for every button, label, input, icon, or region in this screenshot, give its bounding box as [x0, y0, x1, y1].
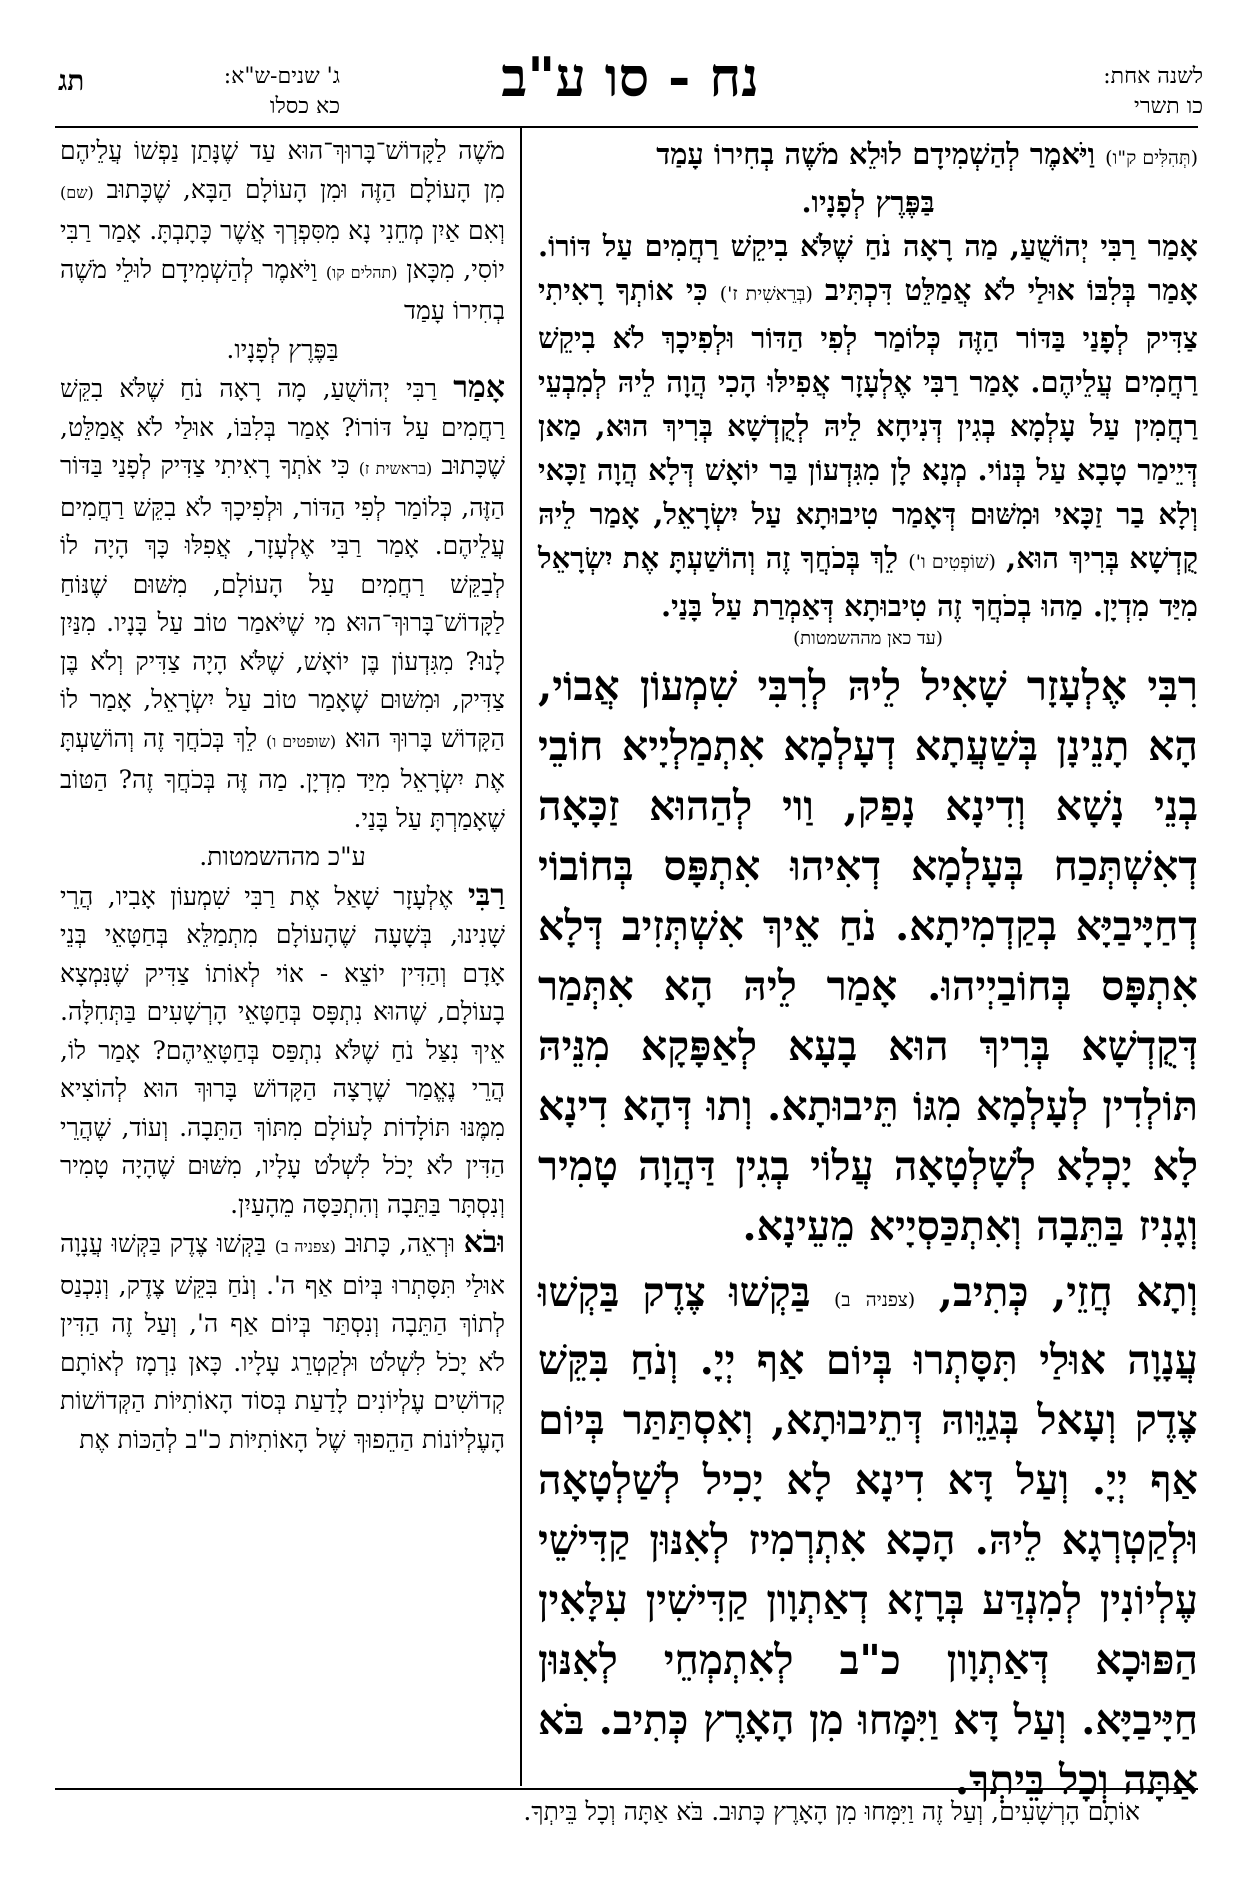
intro-endnote: (עד כאן מההשמטות): [793, 628, 943, 649]
translation-text-1a: מֹשֶׁה לַקָּדוֹשׁ־בָּרוּךְ־הוּא עַד שֶׁנָּתַן נַפְשׁוֹ עֲלֵיהֶם מִן הָעוֹלָם הַזֶּה וּמִן הָעוֹלָם הַבָּא, שֶׁכָּתוּב: [60, 136, 506, 204]
intro-citation-2: (בְּרֵאשִׁית ז'): [719, 283, 813, 305]
schedule-three-years-date: כא כסלו: [269, 94, 340, 119]
intro-paragraph-1: [538, 132, 1198, 180]
intro-text-c: לֵךְ בְּכֹחֲךָ זֶה וְהוֹשַׁעְתָּ אֶת יִשְׂרָאֵל מִיַּד מִדְיָן. מַהוּ בְכֹחֲךָ זֶה טִיבוּתָא דְּאַמְרַת עַל בָּנַי.: [538, 541, 1198, 623]
schedule-one-year-label: לשנה אחת:: [1103, 64, 1203, 89]
translation-column: [60, 132, 505, 1459]
translation-text-1c: וַיֹּאמֶר לְהַשְׁמִידָם לוּלֵי מֹשֶׁה בְחִירוֹ עָמַד: [60, 254, 505, 325]
bottom-line: אוֹתָם הָרְשָׁעִים, וְעַל זֶה וַיִּמָּחוּ מִן הָאָרֶץ כָּתוּב. בֹּא אַתָּה וְכָל בֵּיתְךָ.: [523, 1797, 1140, 1826]
translation-text-4b: בַּקְּשׁוּ צֶדֶק בַּקְּשׁוּ עֲנָוָה אוּלַי תִּסָּתְרוּ בְּיוֹם אַף ה'. וְנֹחַ בִּקֵּשׁ צֶדֶק, וְנִכְנַס לְתוֹךְ הַתֵּבָה וְנִסְתַּר בְּיוֹם אַף ה', וְעַל זֶה הַדִּין לֹא יָכֹל לִשְׁלֹט וּלְקַטְרֵג עָלָיו. כָּאן נִרְמָז לְאוֹתָם קְדוֹשִׁים עֶלְיוֹנִים לָדַעַת בְּסוֹד הָאוֹתִיּוֹת הַקְּדוֹשׁוֹת הָעֶלְיוֹנוֹת הַהֵפוּךְ שֶׁל הָאוֹתִיּוֹת כ"ב לְהַכּוֹת אֶת: [60, 1229, 505, 1454]
column-divider: [520, 128, 522, 1786]
translation-text-2b: כִּי אֹתְךָ רָאִיתִי צַדִּיק לְפָנַי בַּדּוֹר הַזֶּה, כְּלוֹמַר לְפִי הַדּוֹר, וּלְפִיכָךְ לֹא בִקֵּשׁ רַחֲמִים עֲלֵיהֶם. אָמַר רַבִּי אֶלְעָזָר, אֲפִלּוּ כָּךְ הָיָה לוֹ לְבַקֵּשׁ רַחֲמִים עַל הָעוֹלָם, מִשּׁוּם שֶׁנּוֹחַ לַקָּדוֹשׁ־בָּרוּךְ־הוּא מִי שֶׁיֹּאמַר טוֹב עַל בָּנָיו. מִנַּיִן לָנוּ? מִגִּדְעוֹן בֶּן יוֹאָשׁ, שֶׁלֹּא הָיָה צַדִּיק וְלֹא בֶּן צַדִּיק, וּמִשּׁוּם שֶׁאָמַר טוֹב עַל יִשְׂרָאֵל, אָמַר לוֹ הַקָּדוֹשׁ בָּרוּךְ הוּא: [60, 451, 506, 753]
translation-text-1b: וְאִם אַיִן מְחֵנִי נָא מִסִּפְרְךָ אֲשֶׁר כָּתָבְתָּ. אָמַר רַבִּי יוֹסִי, מִכָּאן: [60, 216, 505, 284]
translation-lead-word-4: וּבֹא: [463, 1225, 505, 1260]
translation-text-2c: לֵךְ בְּכֹחֲךָ זֶה וְהוֹשַׁעְתָּ אֶת יִשְׂרָאֵל מִיַּד מִדְיָן. מַה זֶּה בְּכֹחֲךָ זֶה? הַטּוֹב שֶׁאָמַרְתָּ עַל בָּנַי.: [60, 723, 505, 833]
translation-paragraph-1: [60, 132, 505, 331]
zohar-paragraph-1: רִבִּי אֶלְעָזָר שָׁאִיל לֵיהּ לְרִבִּי שִׁמְעוֹן אֲבוֹי, הָא תָנֵינָן בְּשַׁעֲתָא דְעָלְמָא אִתְמַלְיָיא חוֹבֵי בְנֵי נָשָׁא וְדִינָא נָפַק, וַוי לְהַהוּא זַכָּאָה דְאִשְׁתְּכַח בְּעָלְמָא דְאִיהוּ אִתְפָּס בְּחוֹבוֹי דְחַיָּיבַיָּא בְקַדְמִיתָא. נֹחַ אֵיךְ אִשְׁתְּזִיב דְּלָא אִתְפָּס בְּחוֹבַיְיהוּ. אָמַר לֵיהּ הָא אִתְּמַר דְּקֻדְשָׁא בְּרִיךְ הוּא בָעָא לְאַפָּקָא מִנֵּיהּ תּוֹלְדִין לְעָלְמָא מִגּוֹ תֵּיבוּתָא. וְתוּ דְּהָא דִינָא לָא יָכְלָא לְשָׁלְטָאָה עֲלוֹי בְגִין דַּהֲוָה טָמִיר וְגָנִיז בַּתֵּבָה וְאִתְכַּסְיָיא מֵעֵינָא.: [538, 662, 1198, 1250]
intro-verse-end: בַּפֶּרֶץ לְפָנָיו.: [801, 185, 935, 219]
translation-lead-word-3: רַבִּי: [467, 877, 505, 913]
page-header: [0, 0, 1253, 130]
translation-text-3: אֶלְעָזָר שָׁאַל אֶת רַבִּי שִׁמְעוֹן אָבִיו, הֲרֵי שָׁנִינוּ, בְּשָׁעָה שֶׁהָעוֹלָם מִתְמַלֵּא בְּחַטָּאֵי בְּנֵי אָדָם וְהַדִּין יוֹצֵא - אוֹי לְאוֹתוֹ צַדִּיק שֶׁנִּמְצָא בָעוֹלָם, שֶׁהוּא נִתְפָּס בְּחַטָּאֵי הָרְשָׁעִים בַּתְּחִלָּה. אֵיךְ נִצַּל נֹחַ שֶׁלֹּא נִתְפַּס בְּחַטָּאֵיהֶם? אָמַר לוֹ, הֲרֵי נֶאֱמַר שֶׁרָצָה הַקָּדוֹשׁ בָּרוּךְ הוּא לְהוֹצִיא מִמֶּנּוּ תּוֹלָדוֹת לָעוֹלָם מִתּוֹךְ הַתֵּבָה. וְעוֹד, שֶׁהֲרֵי הַדִּין לֹא יָכֹל לִשְׁלֹט עָלָיו, מִשּׁוּם שֶׁהָיָה טָמִיר וְנִסְתָּר בַּתֵּבָה וְהִתְכַּסָּה מֵהָעַיִן.: [60, 881, 505, 1219]
translation-citation-3: (בראשית ז): [358, 459, 433, 478]
intro-verse: וַיֹּאמֶר לְהַשְׁמִידָם לוּלֵא מֹשֶׁה בְחִירוֹ עָמַד: [656, 137, 1095, 171]
schedule-one-year: [1003, 62, 1203, 122]
translation-citation-2: (תהלים קו): [325, 262, 398, 282]
translation-endnote: ע"כ מההשמטות.: [199, 842, 366, 871]
translation-text-2a: רַבִּי יְהוֹשֻׁעַ, מָה רָאָה נֹחַ שֶׁלֹּא בִקֵּשׁ רַחֲמִים עַל דּוֹרוֹ? אָמַר בְּלִבּוֹ, אוּלַי לֹא אֲמַלֵּט, שֶׁכָּתוּב: [60, 374, 506, 480]
translation-paragraph-4: [60, 1224, 505, 1459]
header-divider: [55, 126, 1198, 128]
original-text-column: [538, 132, 1198, 1810]
translation-text-4a: וּרְאֵה, כָּתוּב: [344, 1229, 456, 1258]
schedule-three-years-label: ג' שנים-ש"א:: [223, 64, 340, 89]
zohar-text-a: וְתָא חֲזֵי, כְּתִיב,: [938, 1268, 1198, 1316]
translation-citation-5: (צפניה ב): [274, 1237, 337, 1256]
page-number: תג: [58, 64, 85, 97]
translation-lead-word-2: אָמַר: [453, 370, 505, 405]
intro-text-a: אָמַר רַבִּי יְהוֹשֻׁעַ, מַה רָאָה נֹחַ שֶׁלֹּא בִיקֵשׁ רַחֲמִים עַל דּוֹרוֹ. אָמַר בְּלִבּוֹ אוּלַי לֹא אֲמַלֵּט דִּכְתִּיב: [538, 229, 1198, 307]
schedule-three-years: [140, 62, 340, 122]
intro-citation-1: (תְּהִלִּים ק"ו): [1105, 147, 1198, 169]
intro-citation-3: (שׁוֹפְטִים ו'): [908, 551, 996, 573]
translation-verse-end: בַּפֶּרֶץ לְפָנָיו.: [226, 334, 339, 364]
translation-citation-1: (שם): [60, 182, 94, 202]
page-title: נח - סו ע"ב: [501, 45, 759, 109]
zohar-paragraph-2: [538, 1262, 1198, 1810]
intro-text-b: כִּי אוֹתְךָ רָאִיתִי צַדִּיק לְפָנַי בַּדּוֹר הַזֶּה כְּלוֹמַר לְפִי הַדּוֹר וּלְפִיכָךְ לֹא בִיקֵשׁ רַחֲמִים עֲלֵיהֶם. אָמַר רַבִּי אֶלְעָזָר אֲפִילּוּ הָכִי הֲוָה לֵיהּ לְמִבְעֵי רַחֲמִין עַל עָלְמָא בְגִין דְּנִיחָא לֵיהּ לְקֻדְשָׁא בְּרִיךְ הוּא, מַאן דְּיֵימַר טָבָא עַל בְּנוֹי. מְנָא לָן מִגִּדְעוֹן בַּר יוֹאָשׁ דְּלָא הֲוָה זַכָּאי וְלָא בַר זַכָּאי וּמִשּׁוּם דְּאָמַר טִיבוּתָא עַל יִשְׂרָאֵל, אָמַר לֵיהּ קֻדְשָׁא בְּרִיךְ הוּא,: [538, 273, 1198, 575]
translation-paragraph-2: [60, 369, 505, 838]
zohar-citation: (צפניה ב): [833, 1289, 916, 1311]
translation-paragraph-3: [60, 877, 505, 1225]
translation-citation-4: (שופטים ו): [265, 731, 337, 751]
zohar-text-b: בַּקְשׁוּ צֶדֶק בַּקְשׁוּ עֲנָוָה אוּלַי תִּסָּתְרוּ בְּיוֹם אַף יְיָ. וְנֹחַ בִּקֵּשׁ צֶדֶק וְעָאל בְּגַוֵּוהּ דְּתֵיבוּתָא, וְאִסְתַּתַּר בְּיוֹם אַף יְיָ. וְעַל דָּא דִינָא לָא יָכִיל לְשַׁלְטָאָה וּלְקַטְרְגָא לֵיהּ. הָכָא אִתְרְמִיז לְאִנּוּן קַדִּישֵׁי עֶלְיוֹנִין לְמִנְדַּע בְּרָזָא דְאַתְוָון קַדִּישִׁין עִלָּאִין הַפּוּכָא דְּאַתְוָון כ"ב לְאִתְמְחֵי לְאִנּוּן חַיָּיבַיָּא. וְעַל דָּא וַיִּמָּחוּ מִן הָאָרֶץ כְּתִיב. בֹּא אַתָּה וְכָל בֵּיתְךָ.: [538, 1268, 1198, 1804]
intro-paragraph-2: [538, 224, 1198, 650]
schedule-one-year-date: כו תשרי: [1134, 94, 1203, 119]
